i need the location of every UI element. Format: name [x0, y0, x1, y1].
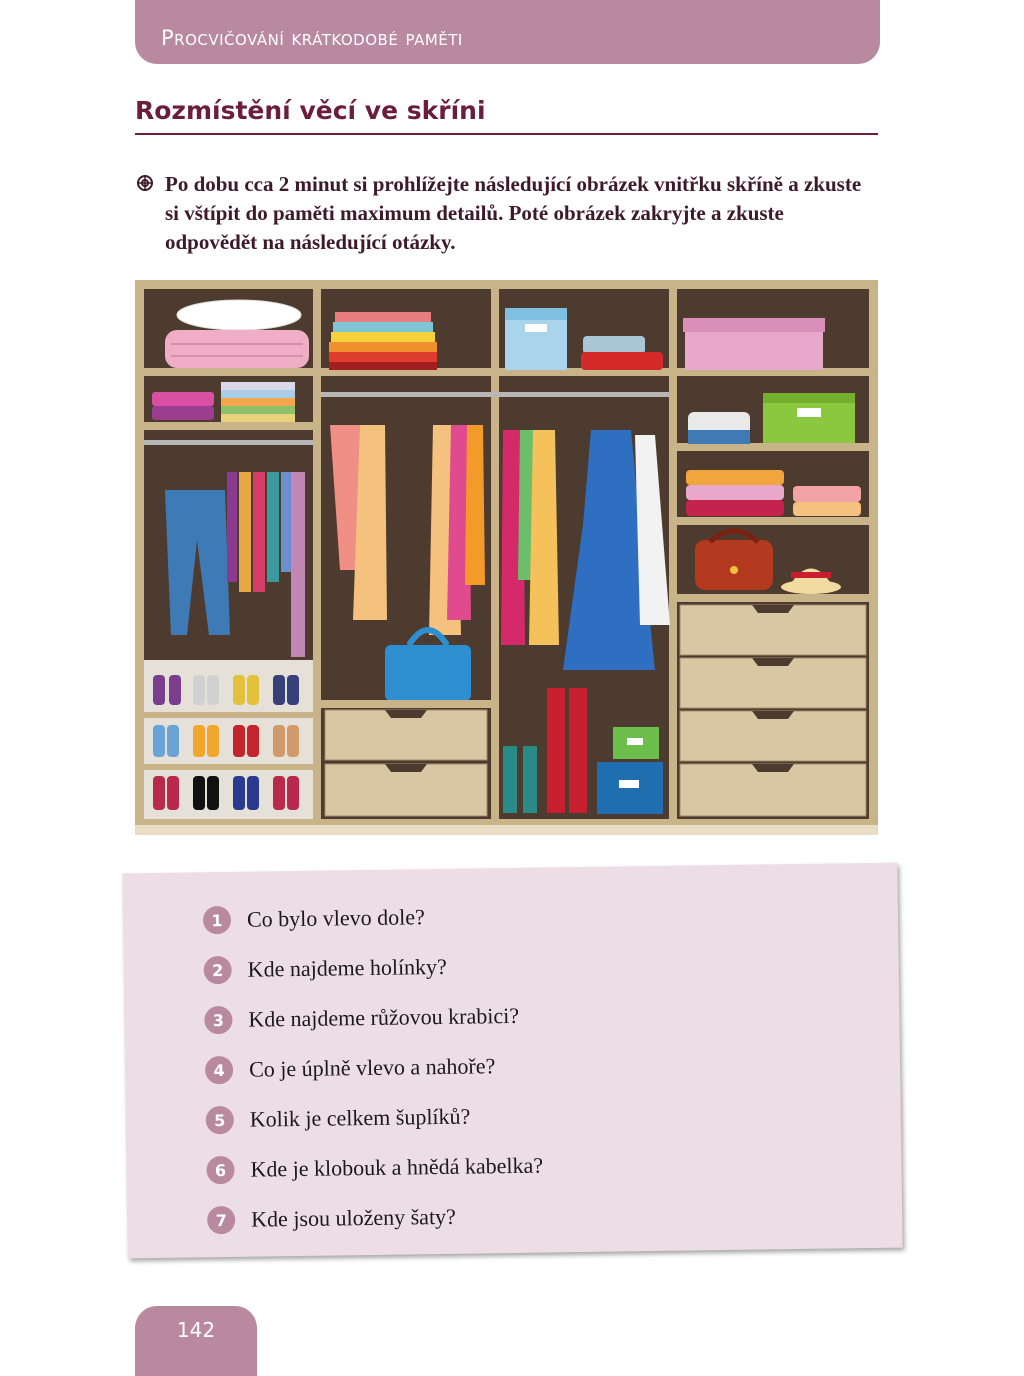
question-7: [207, 1203, 456, 1234]
question-2: [204, 953, 448, 984]
brain-icon: [136, 174, 154, 192]
header-bar: [135, 0, 880, 64]
question-number: 1: [203, 906, 231, 934]
question-number: 2: [204, 956, 232, 984]
question-number: 4: [205, 1056, 233, 1084]
question-text: Co bylo vlevo dole?: [246, 904, 425, 932]
questions-box: [122, 863, 902, 1259]
question-6: [206, 1152, 543, 1185]
question-text: Kde je klobouk a hnědá kabelka?: [250, 1152, 544, 1182]
page-number-tab: [135, 1306, 257, 1376]
question-number: 7: [207, 1206, 235, 1234]
question-number: 6: [206, 1156, 234, 1184]
question-text: Kde najdeme růžovou krabici?: [248, 1002, 520, 1032]
question-number: 3: [204, 1006, 232, 1034]
question-number: 5: [206, 1106, 234, 1134]
question-text: Kolik je celkem šuplíků?: [249, 1103, 471, 1132]
page-title: Rozmístění věcí ve skříni: [135, 96, 486, 125]
question-text: Kde jsou uloženy šaty?: [251, 1203, 457, 1232]
question-3: [204, 1002, 519, 1034]
question-text: Kde najdeme holínky?: [247, 953, 448, 982]
question-1: [203, 903, 425, 934]
wardrobe-illustration: [135, 280, 878, 835]
page-number: 142: [176, 1318, 216, 1342]
title-divider: [135, 133, 878, 135]
section-title: Procvičování krátkodobé paměti: [161, 26, 463, 50]
question-4: [205, 1052, 496, 1084]
question-text: Co je úplně vlevo a nahoře?: [248, 1053, 496, 1082]
instruction-text: Po dobu cca 2 minut si prohlížejte následující obrázek vnitřku skříně a zkuste si vštípit do paměti maximum detailů. Poté obrázek zakryjte a zkuste odpovědět na následující otázky.: [165, 172, 862, 254]
question-5: [206, 1103, 471, 1135]
